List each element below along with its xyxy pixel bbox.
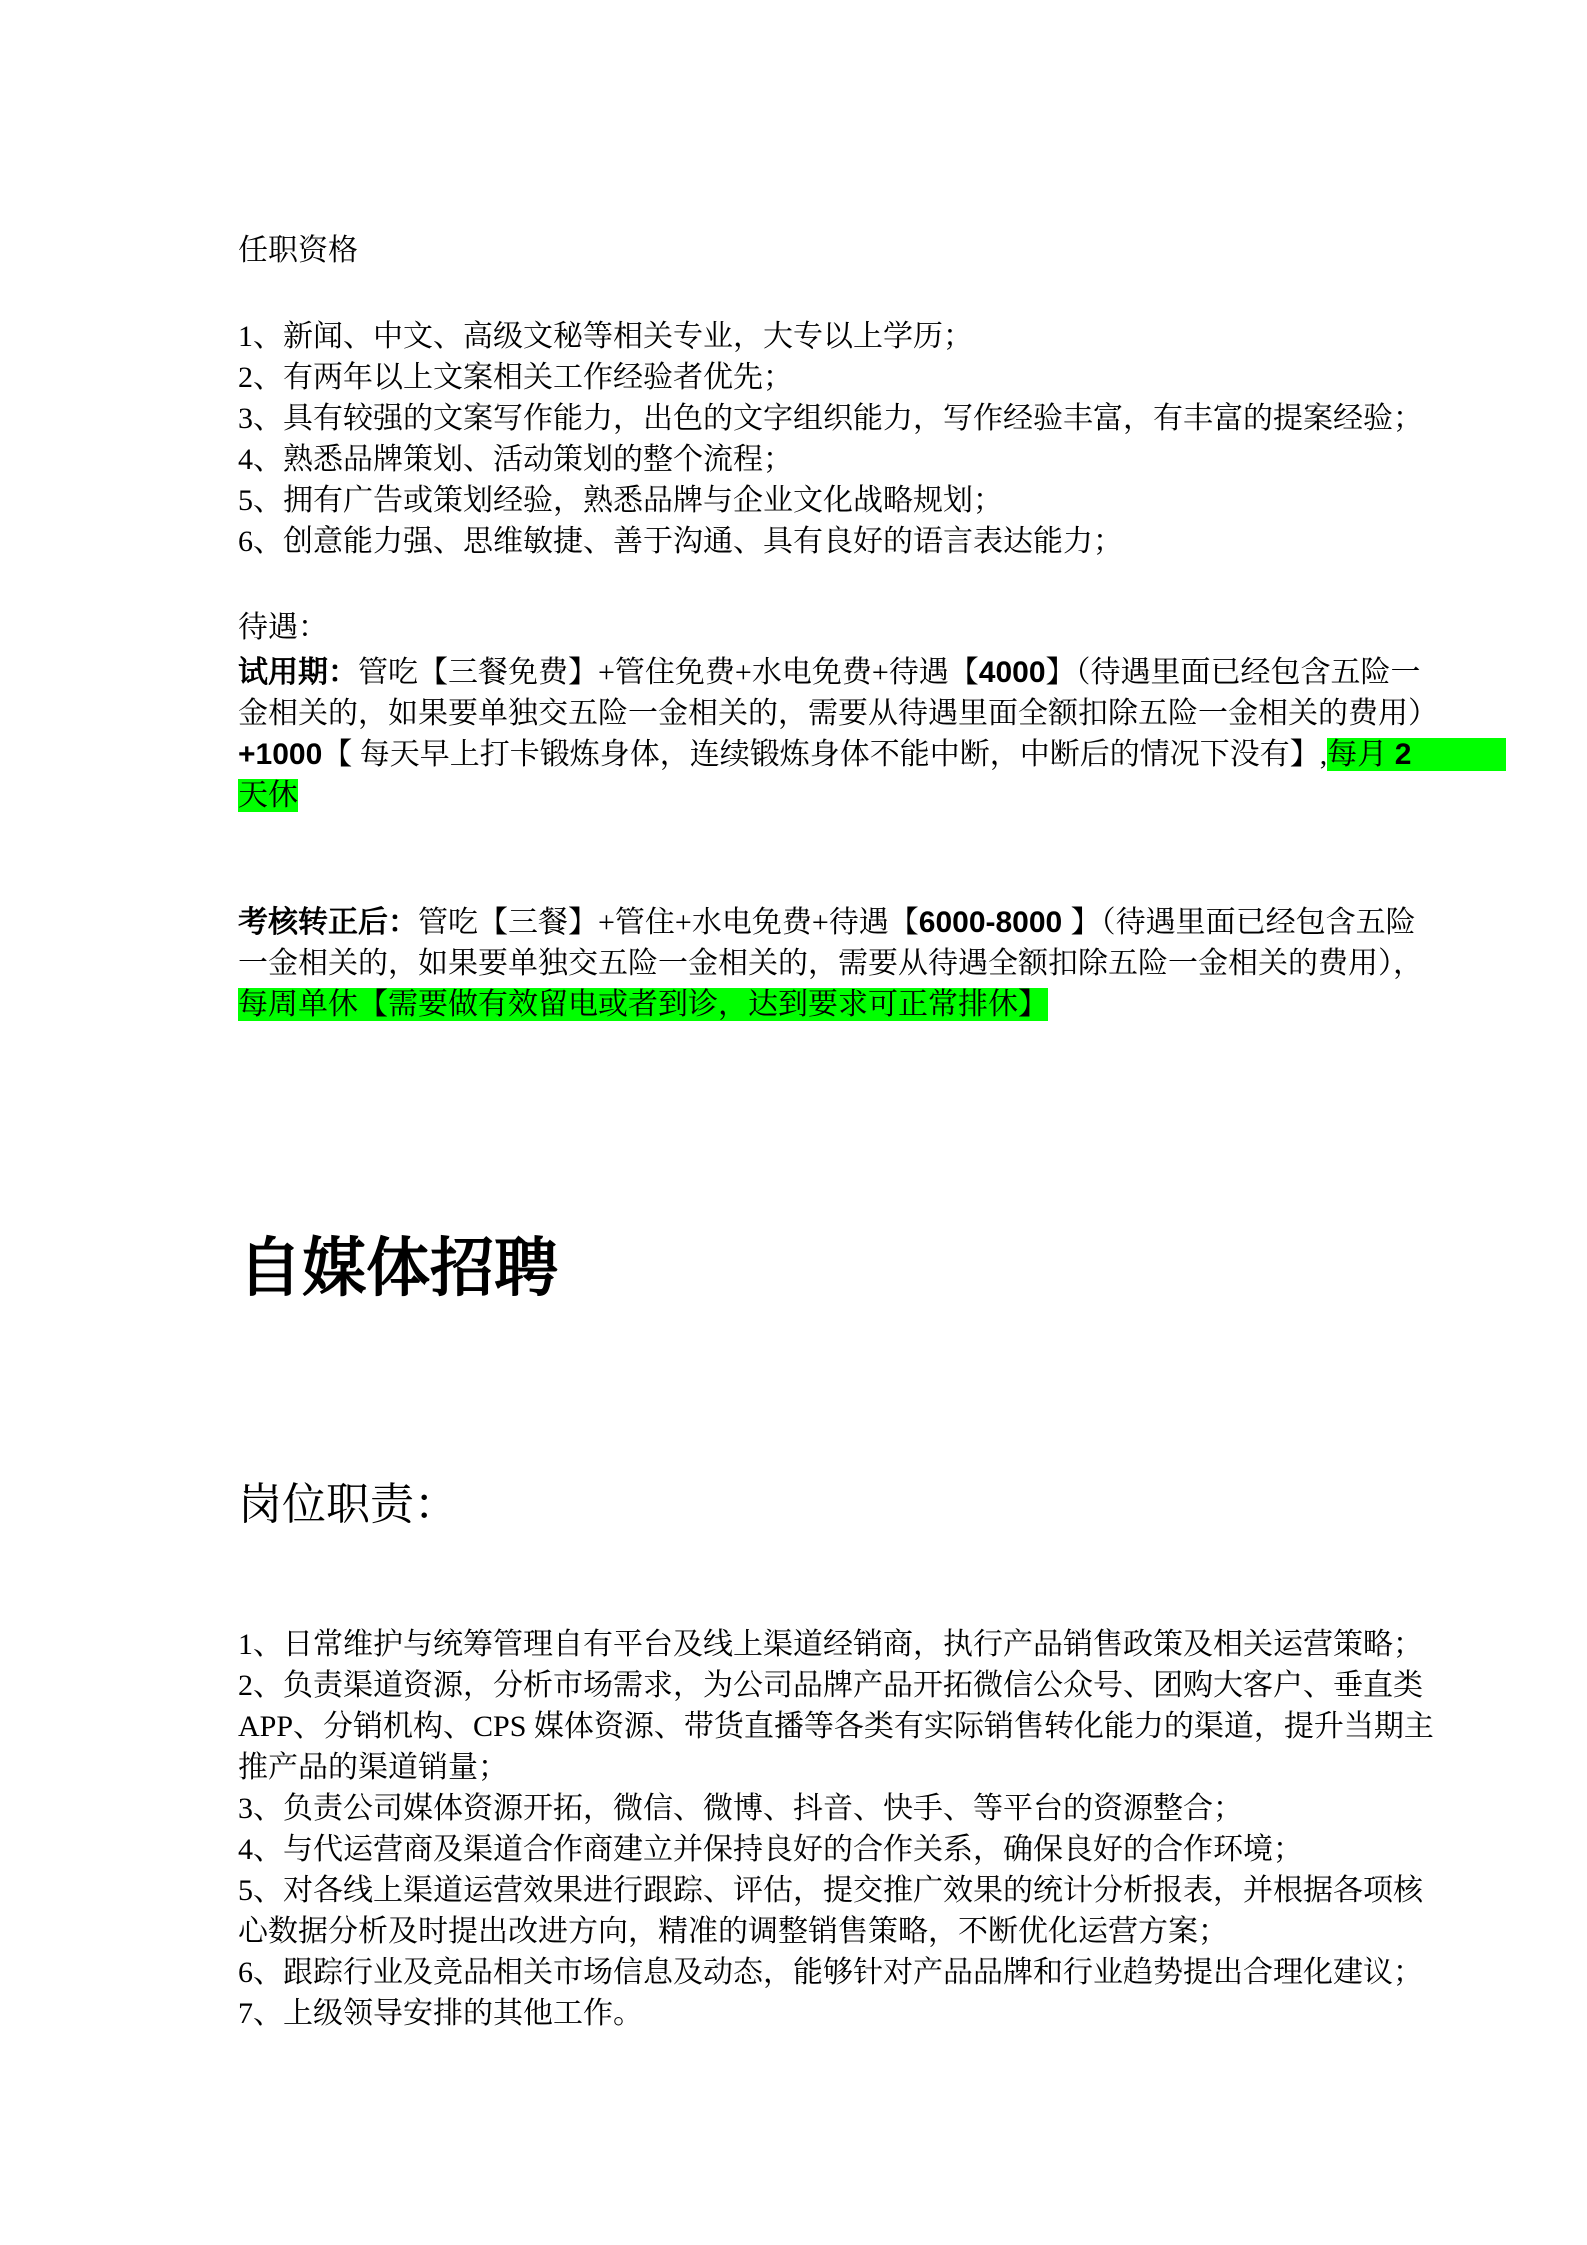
- text-line: [238, 480, 1498, 521]
- text-line: [238, 652, 1498, 693]
- benefits-label: [238, 607, 1498, 648]
- text-line: [238, 1665, 1498, 1706]
- text-segment: 】（待遇里面已经包含五险一: [1045, 656, 1421, 689]
- text-segment: 试用期：: [238, 656, 358, 689]
- duties-heading-text: 岗位职责：: [238, 1480, 458, 1529]
- text-line: [238, 439, 1498, 480]
- text-segment: 管吃【三餐】+管住+水电免费+待遇【: [418, 906, 919, 939]
- text-line: [238, 316, 1498, 357]
- text-line: [238, 1788, 1498, 1829]
- text-segment: 金相关的，如果要单独交五险一金相关的，需要从待遇里面全额扣除五险一金相关的费用）: [238, 697, 1438, 730]
- duties-heading: [238, 1478, 1498, 1532]
- text-segment: 2、负责渠道资源，分析市场需求，为公司品牌产品开拓微信公众号、团购大客户、垂直类: [238, 1669, 1423, 1702]
- text-line: [238, 1911, 1498, 1952]
- qualifications-heading: [238, 230, 1498, 271]
- text-line: [238, 984, 1498, 1025]
- qualifications-heading-text: 任职资格: [238, 234, 358, 267]
- text-line: [238, 1747, 1498, 1788]
- text-segment: 5、拥有广告或策划经验，熟悉品牌与企业文化战略规划；: [238, 484, 1003, 517]
- media-recruitment-title: [238, 1232, 1498, 1306]
- text-line: [238, 902, 1498, 943]
- text-segment: 6、跟踪行业及竞品相关市场信息及动态，能够针对产品品牌和行业趋势提出合理化建议；: [238, 1956, 1423, 1989]
- qualifications-list: [238, 316, 1498, 562]
- text-segment: 5、对各线上渠道运营效果进行跟踪、评估，提交推广效果的统计分析报表，并根据各项核: [238, 1874, 1423, 1907]
- text-line: [238, 693, 1498, 734]
- text-segment: 一金相关的，如果要单独交五险一金相关的，需要从待遇全额扣除五险一金相关的费用），: [238, 947, 1423, 980]
- text-segment: 1、新闻、中文、高级文秘等相关专业，大专以上学历；: [238, 320, 973, 353]
- highlighted-text: 2: [1395, 738, 1507, 771]
- text-segment: 【 每天早上打卡锻炼身体，连续锻炼身体不能中断，中断后的情况下没有】,: [322, 738, 1328, 771]
- text-segment: 6、创意能力强、思维敏捷、善于沟通、具有良好的语言表达能力；: [238, 525, 1123, 558]
- text-segment: APP、分销机构、CPS 媒体资源、带货直播等各类有实际销售转化能力的渠道，提升当期主: [238, 1710, 1434, 1743]
- text-line: [238, 1706, 1498, 1747]
- probation-benefits-paragraph: [238, 652, 1498, 816]
- text-line: [238, 775, 1498, 816]
- text-line: [238, 734, 1498, 775]
- text-line: [238, 1952, 1498, 1993]
- text-line: [238, 357, 1498, 398]
- text-line: [238, 398, 1498, 439]
- text-segment: 3、具有较强的文案写作能力，出色的文字组织能力，写作经验丰富，有丰富的提案经验；: [238, 402, 1423, 435]
- text-segment: +1000: [238, 738, 323, 771]
- text-line: [238, 521, 1498, 562]
- text-segment: 推产品的渠道销量；: [238, 1751, 508, 1784]
- benefits-label-text: 待遇：: [238, 611, 328, 644]
- media-recruitment-title-text: 自媒体招聘: [238, 1233, 558, 1304]
- text-segment: 考核转正后：: [238, 906, 418, 939]
- text-segment: 6000-8000: [918, 906, 1071, 939]
- text-line: [238, 1829, 1498, 1870]
- text-segment: 2、有两年以上文案相关工作经验者优先；: [238, 361, 793, 394]
- text-segment: 4、熟悉品牌策划、活动策划的整个流程；: [238, 443, 793, 476]
- highlighted-text: 天休: [238, 779, 298, 812]
- text-line: [238, 1870, 1498, 1911]
- text-segment: 心数据分析及时提出改进方向，精准的调整销售策略，不断优化运营方案；: [238, 1915, 1228, 1948]
- post-review-benefits-paragraph: [238, 902, 1498, 1025]
- text-line: [238, 943, 1498, 984]
- text-line: [238, 1624, 1498, 1665]
- text-segment: 1、日常维护与统筹管理自有平台及线上渠道经销商，执行产品销售政策及相关运营策略；: [238, 1628, 1423, 1661]
- text-segment: 】（待遇里面已经包含五险: [1070, 906, 1416, 939]
- highlighted-text: 每周单休【需要做有效留电或者到诊，达到要求可正常排休】: [238, 988, 1048, 1021]
- text-segment: 4000: [978, 656, 1046, 689]
- text-segment: 3、负责公司媒体资源开拓，微信、微博、抖音、快手、等平台的资源整合；: [238, 1792, 1243, 1825]
- text-segment: 4、与代运营商及渠道合作商建立并保持良好的合作关系，确保良好的合作环境；: [238, 1833, 1303, 1866]
- highlighted-text: 每月: [1327, 738, 1395, 771]
- text-segment: 7、上级领导安排的其他工作。: [238, 1997, 643, 2030]
- text-line: [238, 1993, 1498, 2034]
- duties-list: [238, 1624, 1498, 2034]
- text-segment: 管吃【三餐免费】+管住免费+水电免费+待遇【: [358, 656, 979, 689]
